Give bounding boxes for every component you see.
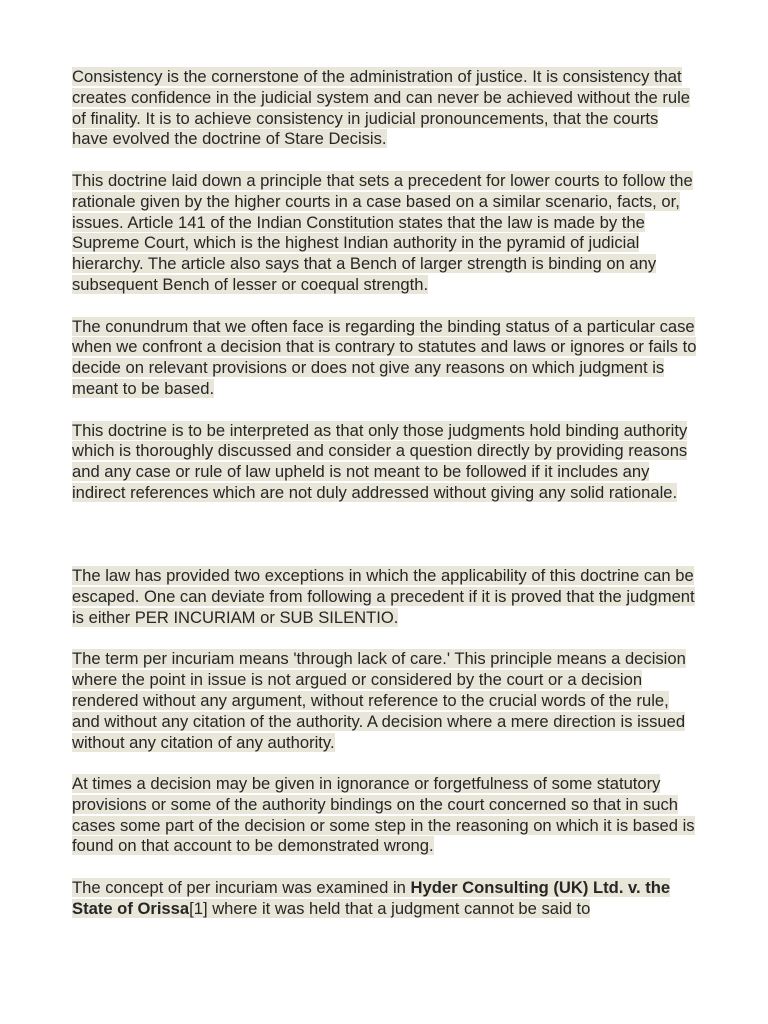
- paragraph-text-after: where it was held that a judgment cannot be said to: [207, 898, 591, 918]
- paragraph-ignorance: [72, 774, 698, 857]
- paragraph-text: The term per incuriam means 'through lack of care.' This principle means a decision where the point in issue is not argued or considered by the court or a decision rendered without any argument, without reference to the crucial words of the rule, and without any citation of the authority. A decision where a mere direction is issued without any citation of any authority.: [72, 649, 686, 752]
- paragraph-conundrum: [72, 317, 698, 400]
- section-gap: [72, 525, 698, 567]
- paragraph-text: Consistency is the cornerstone of the administration of justice. It is consistency that creates confidence in the judicial system and can never be achieved without the rule of finality. It is to achieve consistency in judicial pronouncements, that the courts have evolved the doctrine of Stare Decisis.: [72, 67, 691, 149]
- paragraph-text-before: The concept of per incuriam was examined in: [72, 878, 411, 898]
- paragraph-text: The law has provided two exceptions in which the applicability of this doctrine can be escaped. One can deviate from following a precedent if it is proved that the judgment is either PER INCURIAM or SUB SILENTIO.: [72, 566, 695, 627]
- paragraph-text: At times a decision may be given in ignorance or forgetfulness of some statutory provisions or some of the authority bindings on the court concerned so that in such cases some part of the decision or some step in the reasoning on which it is based is found on that account to be demonstrated wrong.: [72, 774, 695, 856]
- paragraph-interpretation: [72, 421, 698, 504]
- document-page: [72, 67, 698, 940]
- paragraph-text: This doctrine is to be interpreted as that only those judgments hold binding authority which is thoroughly discussed and consider a question directly by providing reasons and any case or rule of law upheld is not meant to be followed if it includes any indirect references which are not duly addressed without giving any solid rationale.: [72, 420, 688, 502]
- paragraph-text: This doctrine laid down a principle that sets a precedent for lower courts to follow the rationale given by the higher courts in a case based on a similar scenario, facts, or, issues. Article 141 of the Indian Constitution states that the law is made by the Supreme Court, which is the highest Indian authority in the pyramid of judicial hierarchy. The article also says that a Bench of larger strength is binding on any subsequent Bench of lesser or coequal strength.: [72, 170, 693, 294]
- footnote-reference[interactable]: [1]: [189, 898, 208, 918]
- paragraph-text: The conundrum that we often face is regarding the binding status of a particular case when we confront a decision that is contrary to statutes and laws or ignores or fails to decide on relevant provisions or does not give any reasons on which judgment is meant to be based.: [72, 316, 697, 398]
- paragraph-per-incuriam-definition: [72, 649, 698, 753]
- paragraph-exceptions: [72, 566, 698, 628]
- paragraph-hyder-consulting: [72, 878, 698, 920]
- paragraph-consistency: [72, 67, 698, 150]
- case-name: Hyder Consulting (UK) Ltd. v. the State of Orissa: [72, 878, 671, 918]
- paragraph-doctrine-precedent: [72, 171, 698, 296]
